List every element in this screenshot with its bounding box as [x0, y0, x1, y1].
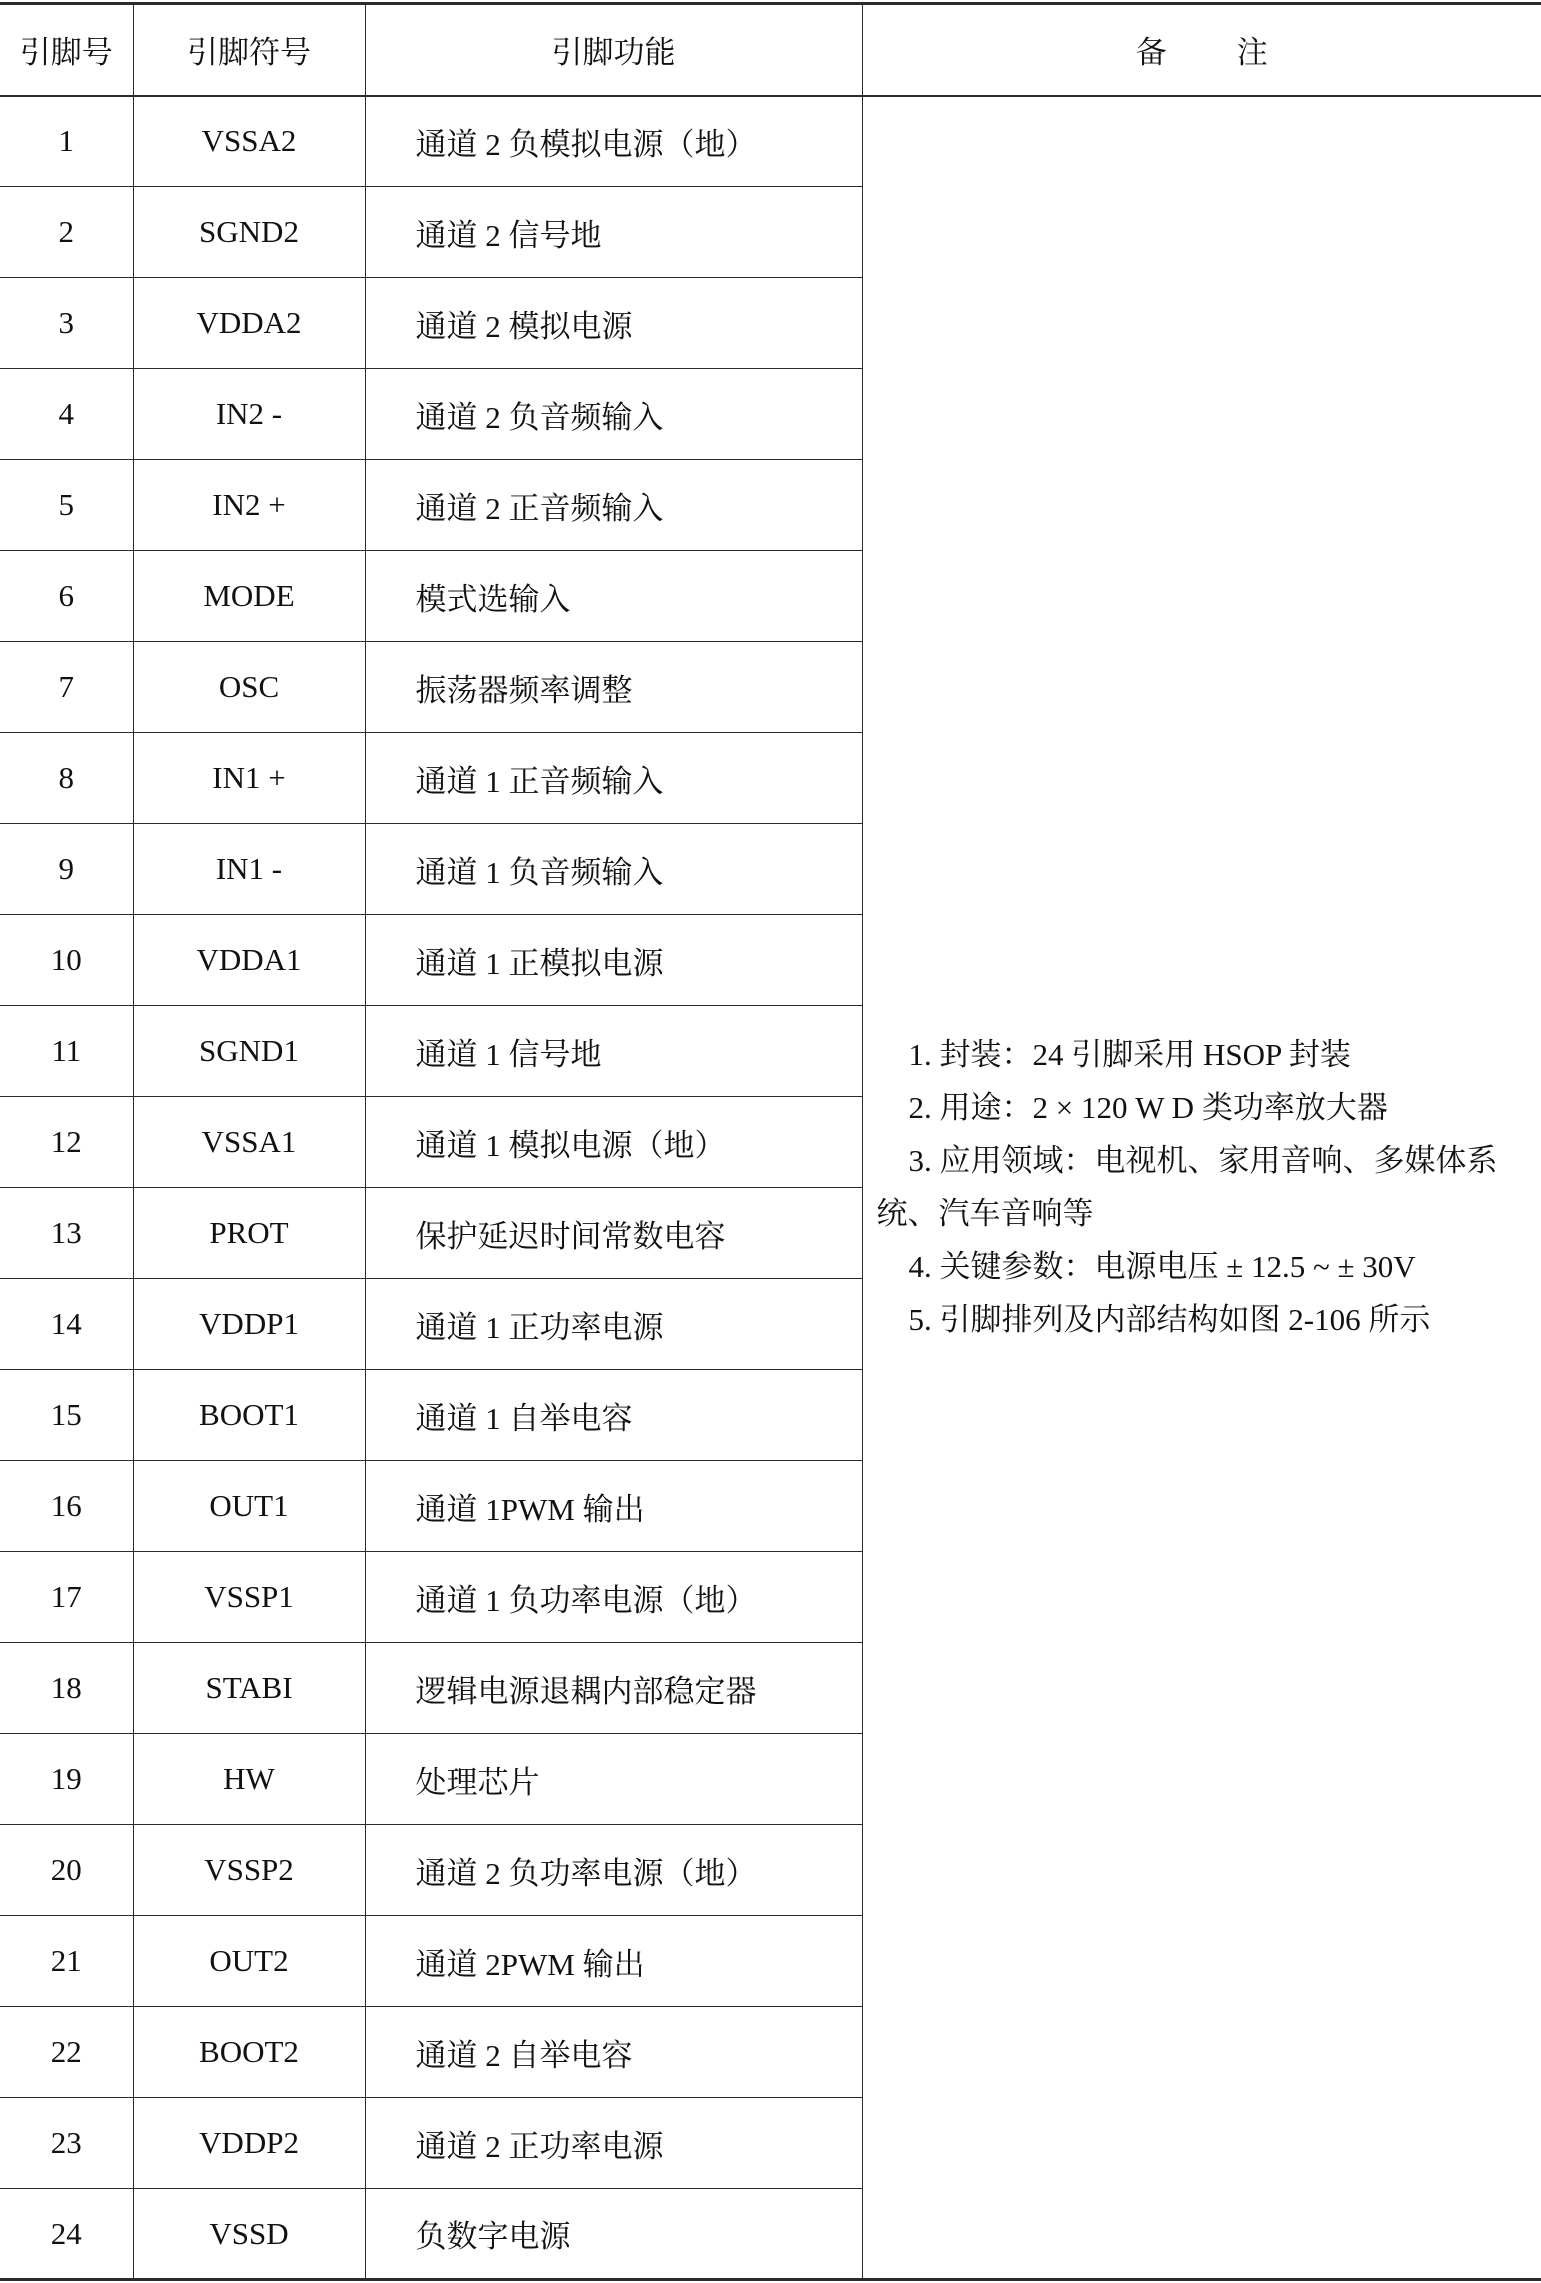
pin-symbol-cell: VDDA1 — [133, 915, 365, 1006]
pin-function-cell: 通道 1 正音频输入 — [365, 733, 862, 824]
pin-function-cell: 振荡器频率调整 — [365, 642, 862, 733]
pin-number-cell: 5 — [0, 460, 133, 551]
pin-function-cell: 通道 1 信号地 — [365, 1006, 862, 1097]
header-row — [0, 4, 1541, 96]
header-remarks-char-1: 备 — [1135, 35, 1167, 71]
pin-number-cell: 14 — [0, 1279, 133, 1370]
pin-number-cell: 13 — [0, 1188, 133, 1279]
pin-number-cell: 22 — [0, 2007, 133, 2098]
pin-function-cell: 逻辑电源退耦内部稳定器 — [365, 1643, 862, 1734]
pin-symbol-cell: VDDP1 — [133, 1279, 365, 1370]
pin-symbol-cell: IN1 - — [133, 824, 365, 915]
pin-symbol-cell: VSSA1 — [133, 1097, 365, 1188]
pin-symbol-cell: OUT2 — [133, 1916, 365, 2007]
pin-function-cell: 通道 2 正功率电源 — [365, 2098, 862, 2189]
pin-symbol-cell: PROT — [133, 1188, 365, 1279]
pin-function-cell: 通道 1 自举电容 — [365, 1370, 862, 1461]
pin-symbol-cell: IN2 - — [133, 369, 365, 460]
pin-symbol-cell: VDDP2 — [133, 2098, 365, 2189]
pin-symbol-cell: STABI — [133, 1643, 365, 1734]
pin-function-cell: 保护延迟时间常数电容 — [365, 1188, 862, 1279]
header-pin-symbol: 引脚符号 — [133, 4, 365, 96]
pin-symbol-cell: OUT1 — [133, 1461, 365, 1552]
header-pin-function: 引脚功能 — [365, 4, 862, 96]
pin-function-cell: 负数字电源 — [365, 2189, 862, 2280]
pin-number-cell: 11 — [0, 1006, 133, 1097]
pin-function-cell: 通道 1 正功率电源 — [365, 1279, 862, 1370]
pin-table-body — [0, 96, 1541, 2280]
header-pin-number: 引脚号 — [0, 4, 133, 96]
pin-number-cell: 21 — [0, 1916, 133, 2007]
remark-item: 3. 应用领域：电视机、家用音响、多媒体系统、汽车音响等 — [876, 1143, 1498, 1232]
pin-function-cell: 处理芯片 — [365, 1734, 862, 1825]
pin-function-cell: 通道 1 负功率电源（地） — [365, 1552, 862, 1643]
pin-function-cell: 通道 2PWM 输出 — [365, 1916, 862, 2007]
pin-function-cell: 通道 2 自举电容 — [365, 2007, 862, 2098]
pin-symbol-cell: BOOT1 — [133, 1370, 365, 1461]
pin-number-cell: 23 — [0, 2098, 133, 2189]
pin-symbol-cell: BOOT2 — [133, 2007, 365, 2098]
pin-number-cell: 6 — [0, 551, 133, 642]
remarks-list — [877, 1028, 1528, 1346]
pin-number-cell: 16 — [0, 1461, 133, 1552]
pin-symbol-cell: SGND1 — [133, 1006, 365, 1097]
pin-function-cell: 通道 2 负音频输入 — [365, 369, 862, 460]
pin-symbol-cell: SGND2 — [133, 187, 365, 278]
pin-symbol-cell: VSSD — [133, 2189, 365, 2280]
pin-function-cell: 模式选输入 — [365, 551, 862, 642]
pin-number-cell: 2 — [0, 187, 133, 278]
pin-function-cell: 通道 2 信号地 — [365, 187, 862, 278]
pin-number-cell: 20 — [0, 1825, 133, 1916]
pin-symbol-cell: IN2 + — [133, 460, 365, 551]
remark-item: 4. 关键参数：电源电压 ± 12.5 ~ ± 30V — [908, 1249, 1416, 1285]
pin-number-cell: 17 — [0, 1552, 133, 1643]
remark-item: 5. 引脚排列及内部结构如图 2-106 所示 — [908, 1302, 1431, 1338]
pin-symbol-cell: MODE — [133, 551, 365, 642]
pin-function-cell: 通道 1 负音频输入 — [365, 824, 862, 915]
pin-function-cell: 通道 1 正模拟电源 — [365, 915, 862, 1006]
remark-item: 1. 封装：24 引脚采用 HSOP 封装 — [908, 1037, 1351, 1073]
pin-number-cell: 3 — [0, 278, 133, 369]
pin-number-cell: 24 — [0, 2189, 133, 2280]
pin-number-cell: 12 — [0, 1097, 133, 1188]
header-remarks — [862, 4, 1541, 96]
pin-symbol-cell: VDDA2 — [133, 278, 365, 369]
remarks-cell — [862, 96, 1541, 2280]
pin-function-cell: 通道 2 正音频输入 — [365, 460, 862, 551]
pin-symbol-cell: IN1 + — [133, 733, 365, 824]
table-row — [0, 96, 1541, 187]
remark-item: 2. 用途：2 × 120 W D 类功率放大器 — [908, 1090, 1388, 1126]
pin-function-cell: 通道 2 负功率电源（地） — [365, 1825, 862, 1916]
pin-symbol-cell: VSSP2 — [133, 1825, 365, 1916]
pin-number-cell: 8 — [0, 733, 133, 824]
pin-symbol-cell: VSSP1 — [133, 1552, 365, 1643]
pin-number-cell: 7 — [0, 642, 133, 733]
pin-number-cell: 18 — [0, 1643, 133, 1734]
pin-number-cell: 10 — [0, 915, 133, 1006]
pin-number-cell: 1 — [0, 96, 133, 187]
pin-symbol-cell: HW — [133, 1734, 365, 1825]
pin-number-cell: 19 — [0, 1734, 133, 1825]
pin-number-cell: 4 — [0, 369, 133, 460]
pin-symbol-cell: OSC — [133, 642, 365, 733]
header-remarks-char-2: 注 — [1236, 35, 1268, 71]
pin-number-cell: 9 — [0, 824, 133, 915]
pin-function-cell: 通道 2 负模拟电源（地） — [365, 96, 862, 187]
pin-symbol-cell: VSSA2 — [133, 96, 365, 187]
pin-function-cell: 通道 1PWM 输出 — [365, 1461, 862, 1552]
pin-table — [0, 2, 1541, 2281]
pin-function-cell: 通道 2 模拟电源 — [365, 278, 862, 369]
pin-function-cell: 通道 1 模拟电源（地） — [365, 1097, 862, 1188]
pin-number-cell: 15 — [0, 1370, 133, 1461]
